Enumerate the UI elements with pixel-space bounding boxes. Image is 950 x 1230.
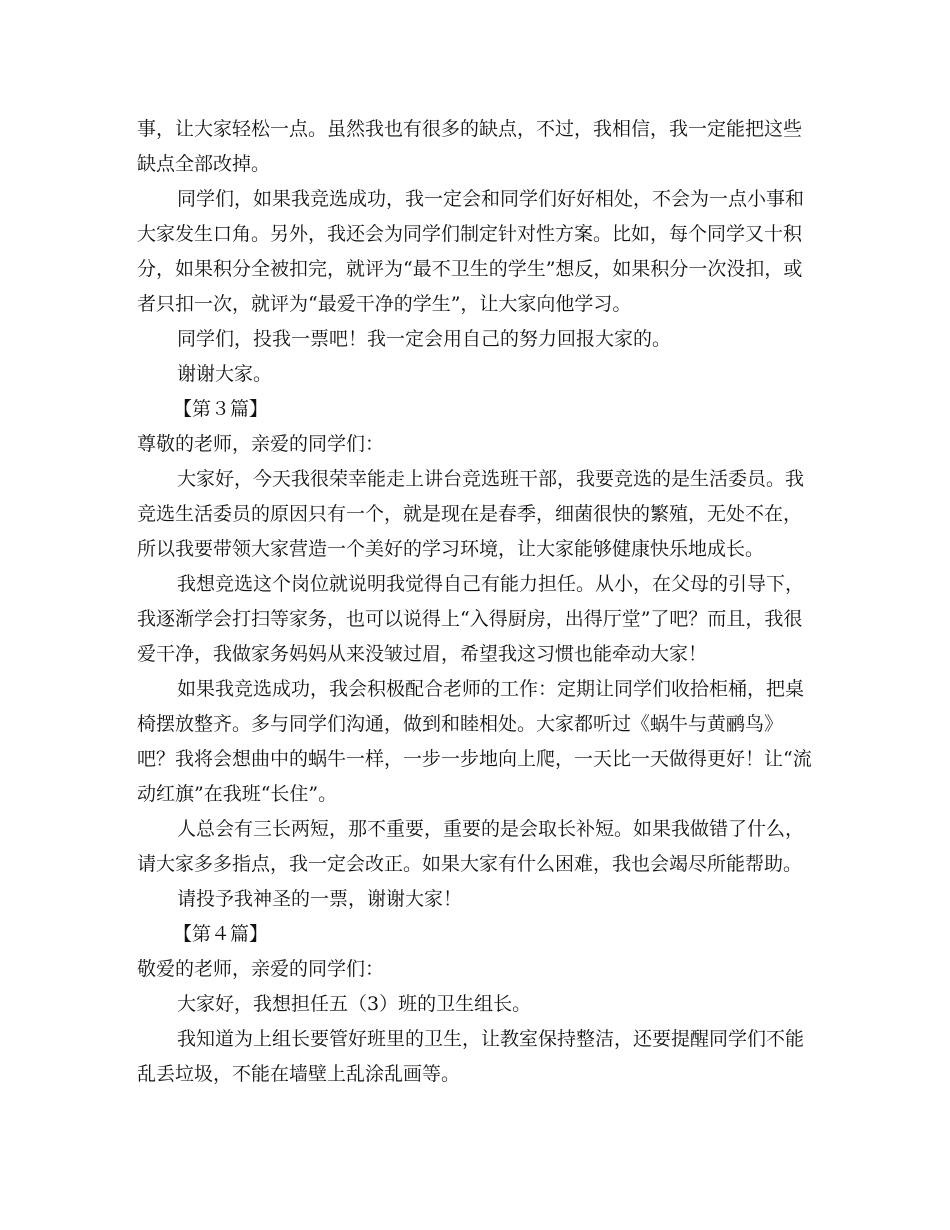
paragraph: 如果我竞选成功，我会积极配合老师的工作：定期让同学们收拾柜桶，把桌椅摆放整齐。多与同学们沟通，做到和睦相处。大家都听过《蜗牛与黄鹂鸟》吧？我将会想曲中的蜗牛一样，一步一步地向上爬，一天比一天做得更好！让“流动红旗”在我班“长住”。 — [137, 678, 812, 805]
paragraph: 同学们，投我一票吧！我一定会用自己的努力回报大家的。 — [177, 328, 672, 350]
paragraph: 我想竞选这个岗位就说明我觉得自己有能力担任。从小，在父母的引导下，我逐渐学会打扫等家务，也可以说得上“入得厨房，出得厅堂”了吧？而且，我很爱干净，我做家务妈妈从来没皱过眉，希望我这习惯也能牵动大家！ — [137, 573, 805, 665]
paragraph: 大家好，今天我很荣幸能走上讲台竞选班干部，我要竞选的是生活委员。我竞选生活委员的原因只有一个，就是现在是春季，细菌很快的繁殖，无处不在，所以我要带领大家营造一个美好的学习环境，让大家能够健康快乐地成长。 — [137, 468, 805, 560]
paragraph: 同学们，如果我竞选成功，我一定会和同学们好好相处，不会为一点小事和大家发生口角。另外，我还会为同学们制定针对性方案。比如，每个同学又十积分，如果积分全被扣完，就评为“最不卫生的学生”想反，如果积分一次没扣，或者只扣一次，就评为“最爱干净的学生”，让大家向他学习。 — [137, 188, 805, 315]
salutation: 敬爱的老师，亲爱的同学们： — [137, 958, 385, 980]
section-heading: 【第３篇】 — [173, 398, 269, 420]
section-heading: 【第４篇】 — [173, 923, 269, 945]
paragraph: 事，让大家轻松一点。虽然我也有很多的缺点，不过，我相信，我一定能把这些缺点全部改掉。 — [137, 118, 803, 175]
paragraph: 大家好，我想担任五（3）班的卫生组长。 — [177, 993, 532, 1015]
paragraph: 请投予我神圣的一票，谢谢大家！ — [177, 888, 463, 910]
document-body — [137, 112, 817, 1092]
salutation: 尊敬的老师，亲爱的同学们： — [137, 433, 385, 455]
paragraph: 我知道为上组长要管好班里的卫生，让教室保持整洁，还要提醒同学们不能乱丢垃圾，不能在墙壁上乱涂乱画等。 — [137, 1028, 805, 1085]
paragraph: 谢谢大家。 — [177, 363, 273, 385]
paragraph: 人总会有三长两短，那不重要，重要的是会取长补短。如果我做错了什么，请大家多多指点，我一定会改正。如果大家有什么困难，我也会竭尽所能帮助。 — [137, 818, 805, 875]
